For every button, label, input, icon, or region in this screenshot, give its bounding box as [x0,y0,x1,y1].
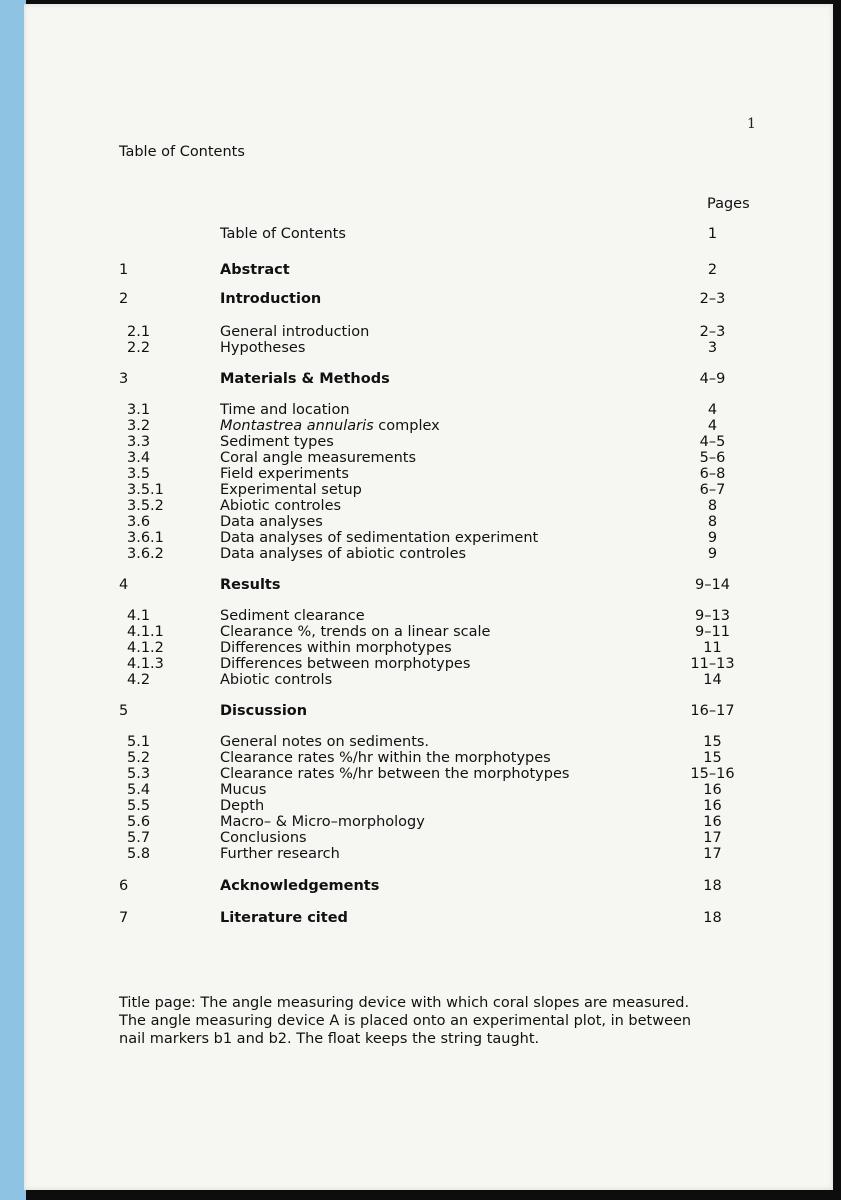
toc-entry-pages: 2–3 [699,324,726,340]
toc-entry-pages: 8 [707,498,718,514]
toc-entry [24,450,833,467]
page-title: Table of Contents [119,144,245,160]
toc-entry-pages: 14 [703,672,722,688]
toc-entry-title: Clearance %, trends on a linear scale [220,624,491,640]
toc-entry-pages: 15–16 [690,766,735,782]
toc-entry-title: Experimental setup [220,482,362,498]
toc-entry [24,640,833,657]
toc-entry [24,371,833,388]
toc-entry-title: Depth [220,798,265,814]
binder-edge [0,0,26,1200]
toc-entry-number: 7 [119,910,129,926]
toc-entry-number: 5.7 [127,830,151,846]
toc-entry-title: Abiotic controls [220,672,333,688]
toc-entry [24,878,833,895]
toc-entry-number: 5.2 [127,750,151,766]
caption-line: Title page: The angle measuring device with which coral slopes are measured. [119,995,690,1011]
toc-entry-title: General notes on sediments. [220,734,430,750]
toc-entry-pages: 2 [707,262,718,278]
toc-entry-title: Materials & Methods [220,371,390,387]
toc-entry [24,782,833,799]
toc-entry [24,910,833,927]
toc-entry [24,418,833,435]
toc-entry-number: 3.3 [127,434,151,450]
toc-entry-title: Macro– & Micro–morphology [220,814,425,830]
toc-entry-number: 3.1 [127,402,151,418]
toc-entry-title: Introduction [220,291,322,307]
toc-entry [24,498,833,515]
title-page-caption [119,994,769,1048]
toc-entry [24,750,833,767]
toc-entry [24,482,833,499]
toc-entry-number: 3.2 [127,418,151,434]
toc-entry-pages: 18 [703,910,722,926]
toc-entry-pages: 6–8 [699,466,726,482]
toc-entry-pages: 2–3 [699,291,726,307]
toc-entry-pages: 9–11 [695,624,730,640]
toc-entry [24,434,833,451]
toc-entry-title: Hypotheses [220,340,306,356]
toc-entry [24,402,833,419]
toc-entry-pages: 1 [707,226,718,242]
toc-entry-pages: 18 [703,878,722,894]
toc-entry-number: 3.4 [127,450,151,466]
toc-entry [24,672,833,689]
toc-entry-title: Time and location [220,402,350,418]
toc-entry-number: 3.5.1 [127,482,164,498]
toc-entry-pages: 16 [703,814,722,830]
toc-entry [24,577,833,594]
toc-entry-title: Montastrea annularis complex [220,418,440,434]
toc-entry-number: 3.6.1 [127,530,164,546]
toc-entry-number: 4.1.1 [127,624,164,640]
toc-entry [24,656,833,673]
toc-entry-pages: 11–13 [690,656,735,672]
toc-entry-pages: 15 [703,734,722,750]
toc-entry-number: 5 [119,703,129,719]
toc-entry [24,608,833,625]
toc-entry [24,624,833,641]
toc-entry-number: 4.1 [127,608,151,624]
toc-entry-title: Table of Contents [220,226,346,242]
toc-entry-title: Differences between morphotypes [220,656,471,672]
toc-entry-number: 5.1 [127,734,151,750]
toc-entry-number: 4 [119,577,129,593]
toc-entry [24,262,833,279]
toc-entry-pages: 9 [707,530,718,546]
toc-entry-pages: 9 [707,546,718,562]
caption-line: nail markers b1 and b2. The float keeps the string taught. [119,1031,540,1047]
toc-entry-title: Coral angle measurements [220,450,417,466]
toc-entry-number: 2.2 [127,340,151,356]
toc-entry-number: 3.5 [127,466,151,482]
toc-entry-title: Literature cited [220,910,348,926]
toc-entry-number: 4.2 [127,672,151,688]
toc-entry-number: 4.1.3 [127,656,164,672]
toc-entry [24,798,833,815]
toc-entry [24,814,833,831]
toc-entry-pages: 3 [707,340,718,356]
toc-entry [24,530,833,547]
caption-line: The angle measuring device A is placed onto an experimental plot, in between [119,1013,692,1029]
toc-entry-number: 6 [119,878,129,894]
toc-entry-pages: 17 [703,830,722,846]
toc-entry-number: 2.1 [127,324,151,340]
toc-entry-title: Discussion [220,703,308,719]
toc-entry-pages: 4 [707,418,718,434]
toc-entry [24,324,833,341]
toc-entry-title: Differences within morphotypes [220,640,452,656]
toc-entry-number: 3.5.2 [127,498,164,514]
page-number: 1 [747,116,756,132]
toc-entry-pages: 15 [703,750,722,766]
toc-entry-title: Results [220,577,281,593]
toc-entry [24,830,833,847]
toc-entry [24,514,833,531]
toc-entry-pages: 6–7 [699,482,726,498]
toc-entry-number: 3.6.2 [127,546,164,562]
toc-entry-title: Sediment clearance [220,608,365,624]
toc-entry [24,466,833,483]
pages-column-header: Pages [707,196,750,212]
toc-entry-title: Sediment types [220,434,334,450]
toc-entry-title: Conclusions [220,830,307,846]
toc-entry-number: 3.6 [127,514,151,530]
toc-entry [24,291,833,308]
toc-entry-number: 5.5 [127,798,151,814]
document-page [24,4,833,1190]
toc-entry-pages: 9–13 [695,608,730,624]
toc-entry-number: 5.4 [127,782,151,798]
toc-entry-number: 1 [119,262,129,278]
toc-entry-pages: 16–17 [690,703,735,719]
toc-entry-pages: 17 [703,846,722,862]
toc-entry-title: Clearance rates %/hr within the morphotypes [220,750,551,766]
toc-entry-title: Data analyses of sedimentation experiment [220,530,539,546]
toc-entry-pages: 4–5 [699,434,726,450]
toc-entry-title: Abstract [220,262,290,278]
toc-entry-title: Clearance rates %/hr between the morphotypes [220,766,570,782]
toc-entry-title: Abiotic controles [220,498,342,514]
toc-entry [24,846,833,863]
toc-entry [24,766,833,783]
toc-entry-number: 4.1.2 [127,640,164,656]
toc-entry-title: Data analyses [220,514,323,530]
toc-entry-pages: 16 [703,782,722,798]
toc-entry-title: General introduction [220,324,370,340]
toc-entry-title: Acknowledgements [220,878,380,894]
toc-entry-number: 2 [119,291,129,307]
toc-entry-pages: 4–9 [699,371,726,387]
toc-entry-pages: 11 [703,640,722,656]
toc-entry [24,703,833,720]
toc-entry-pages: 16 [703,798,722,814]
toc-entry-pages: 8 [707,514,718,530]
toc-entry [24,340,833,357]
toc-entry-pages: 9–14 [695,577,730,593]
toc-entry-title: Mucus [220,782,267,798]
toc-entry [24,226,833,243]
toc-entry-title: Data analyses of abiotic controles [220,546,467,562]
toc-entry-number: 3 [119,371,129,387]
toc-entry-pages: 4 [707,402,718,418]
toc-entry-title: Further research [220,846,340,862]
toc-entry [24,734,833,751]
toc-entry-number: 5.6 [127,814,151,830]
toc-entry-pages: 5–6 [699,450,726,466]
toc-entry-number: 5.3 [127,766,151,782]
toc-entry-title: Field experiments [220,466,349,482]
toc-entry [24,546,833,563]
toc-entry-number: 5.8 [127,846,151,862]
